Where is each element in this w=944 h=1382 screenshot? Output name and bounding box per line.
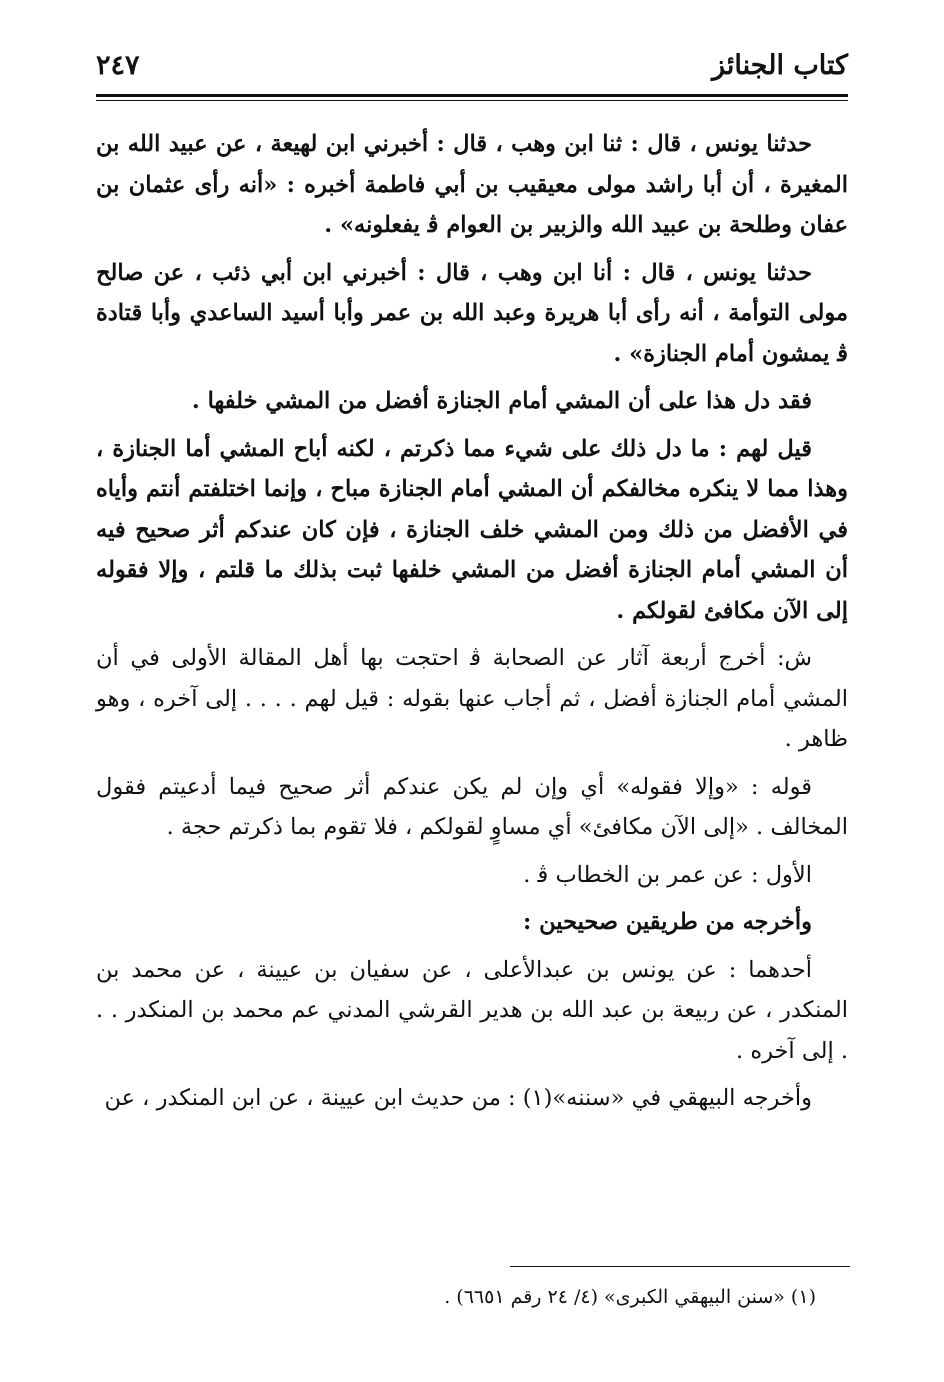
two-chains-heading: وأخرجه من طريقين صحيحين : <box>523 909 812 935</box>
hadith-paragraph-1: حدثنا يونس ، قال : ثنا ابن وهب ، قال : أخبرني ابن لهيعة ، عن عبيد الله بن المغيرة ، أن أبا راشد مولى معيقيب بن أبي فاطمة أخبره : «أنه رأى عثمان بن عفان وطلحة بن عبيد الله والزبير بن العوام ﭬ يفعلونه» . <box>96 131 848 238</box>
page-number: ٢٤٧ <box>96 50 140 81</box>
commentary-paragraph: ش: أخرج أربعة آثار عن الصحابة ﭬ احتجت بها أهل المقالة الأولى في أن المشي أمام الجنازة أفضل ، ثم أجاب عنها بقوله : قيل لهم . . . . إلى آخره ، وهو ظاهر . <box>96 645 848 752</box>
chapter-title: كتاب الجنائز <box>712 50 848 81</box>
footnote-separator <box>510 1266 850 1267</box>
response-paragraph: قيل لهم : ما دل ذلك على شيء مما ذكرتم ، لكنه أباح المشي أما الجنازة ، وهذا مما لا ينكره مخالفكم أن المشي أمام الجنازة مباح ، وإنما اختلفتم أنتم وأياه في الأفضل من ذلك ومن المشي خلف الجنازة ، فإن كان عندكم أثر صحيح فيه أن المشي أمام الجنازة أفضل من المشي خلفها ثبت بذلك ما قلتم ، وإلا فقوله إلى الآن مكافئ لقولكم . <box>96 435 848 624</box>
footnote: (١) «سنن البيهقي الكبرى» (٤/ ٢٤ رقم ٦٦٥١) . <box>444 1286 816 1308</box>
first-narration-heading: الأول : عن عمر بن الخطاب ﭬ . <box>523 861 812 888</box>
first-chain-paragraph: أحدهما : عن يونس بن عبدالأعلى ، عن سفيان بن عيينة ، عن محمد بن المنكدر ، عن ربيعة بن عبد الله بن هدير القرشي المدني عم محمد بن المنكدر . . . إلى آخره . <box>96 956 848 1064</box>
page-body <box>96 124 848 1119</box>
explanation-paragraph: قوله : «وإلا فقوله» أي وإن لم يكن عندكم أثر صحيح فيما أدعيتم فقول المخالف . «إلى الآن مكافئ» أي مساوٍ لقولكم ، فلا تقوم بما ذكرتم حجة . <box>96 773 848 840</box>
header-rule-thin <box>96 100 848 101</box>
hadith-paragraph-2: حدثنا يونس ، قال : أنا ابن وهب ، قال : أخبرني ابن أبي ذئب ، عن صالح مولى التوأمة ، أنه رأى أبا هريرة وعبد الله بن عمر وأبا أسيد الساعدي وأبا قتادة ﭬ يمشون أمام الجنازة» . <box>96 259 848 367</box>
header-rule-thick <box>96 94 848 97</box>
bayhaqi-paragraph: وأخرجه البيهقي في «سننه»(١) : من حديث ابن عيينة ، عن ابن المنكدر ، عن <box>104 1085 812 1111</box>
conclusion-paragraph: فقد دل هذا على أن المشي أمام الجنازة أفضل من المشي خلفها . <box>191 388 812 414</box>
page-header <box>96 50 848 94</box>
